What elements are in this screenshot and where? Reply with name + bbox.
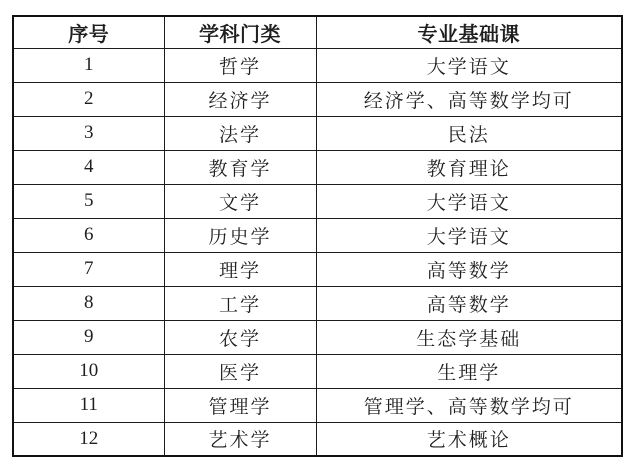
table-row <box>13 286 622 320</box>
cell-course: 民法 <box>316 116 622 150</box>
table-row <box>13 422 622 456</box>
table-row <box>13 48 622 82</box>
cell-serial: 5 <box>13 184 164 218</box>
table-header-row <box>13 16 622 48</box>
cell-serial: 1 <box>13 48 164 82</box>
cell-course: 高等数学 <box>316 252 622 286</box>
cell-course: 生理学 <box>316 354 622 388</box>
cell-serial: 10 <box>13 354 164 388</box>
cell-serial: 12 <box>13 422 164 456</box>
cell-category: 医学 <box>164 354 316 388</box>
cell-category: 历史学 <box>164 218 316 252</box>
table-row <box>13 252 622 286</box>
cell-course: 生态学基础 <box>316 320 622 354</box>
table-row <box>13 116 622 150</box>
cell-category: 工学 <box>164 286 316 320</box>
cell-course: 经济学、高等数学均可 <box>316 82 622 116</box>
cell-category: 教育学 <box>164 150 316 184</box>
subject-course-table <box>12 15 623 457</box>
cell-category: 经济学 <box>164 82 316 116</box>
cell-serial: 3 <box>13 116 164 150</box>
table-row <box>13 354 622 388</box>
cell-course: 大学语文 <box>316 184 622 218</box>
cell-serial: 9 <box>13 320 164 354</box>
table-row <box>13 388 622 422</box>
cell-course: 管理学、高等数学均可 <box>316 388 622 422</box>
cell-serial: 11 <box>13 388 164 422</box>
cell-category: 农学 <box>164 320 316 354</box>
cell-serial: 2 <box>13 82 164 116</box>
column-header-serial: 序号 <box>13 16 164 48</box>
cell-category: 理学 <box>164 252 316 286</box>
table-row <box>13 82 622 116</box>
cell-category: 文学 <box>164 184 316 218</box>
table-row <box>13 218 622 252</box>
cell-course: 教育理论 <box>316 150 622 184</box>
table-row <box>13 184 622 218</box>
table-row <box>13 150 622 184</box>
cell-serial: 8 <box>13 286 164 320</box>
cell-course: 大学语文 <box>316 218 622 252</box>
cell-category: 法学 <box>164 116 316 150</box>
cell-serial: 6 <box>13 218 164 252</box>
cell-course: 高等数学 <box>316 286 622 320</box>
cell-category: 艺术学 <box>164 422 316 456</box>
cell-serial: 4 <box>13 150 164 184</box>
cell-category: 哲学 <box>164 48 316 82</box>
cell-serial: 7 <box>13 252 164 286</box>
cell-course: 大学语文 <box>316 48 622 82</box>
table-row <box>13 320 622 354</box>
column-header-course: 专业基础课 <box>316 16 622 48</box>
cell-category: 管理学 <box>164 388 316 422</box>
column-header-category: 学科门类 <box>164 16 316 48</box>
cell-course: 艺术概论 <box>316 422 622 456</box>
